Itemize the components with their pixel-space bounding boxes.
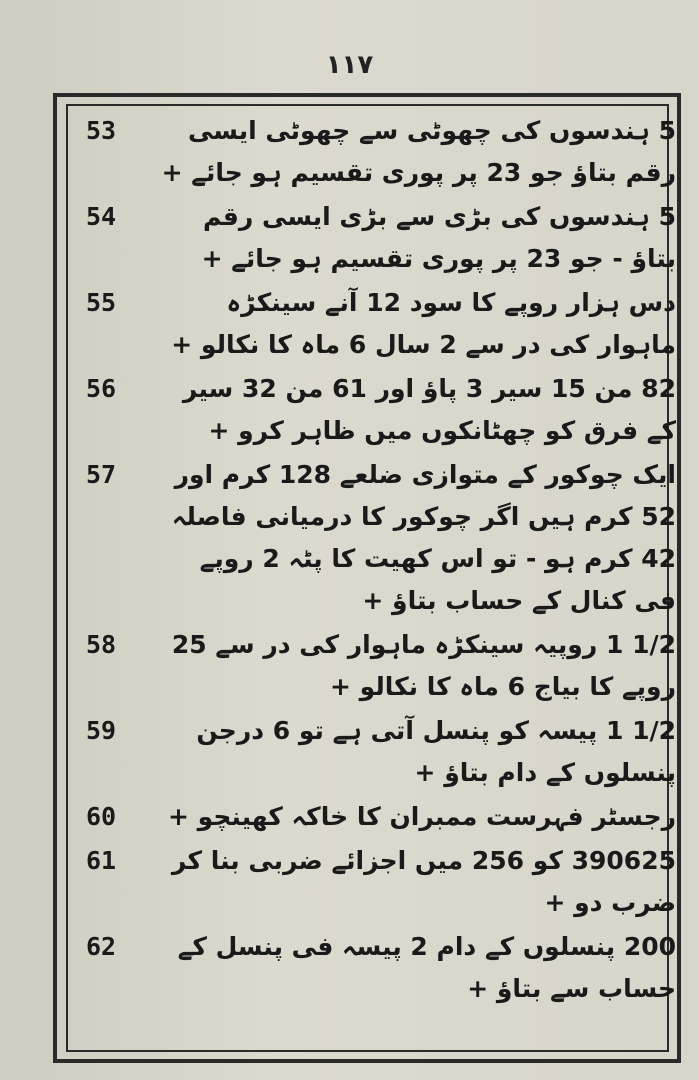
- problem-text: رجسٹر فہرست ممبران کا خاکہ کھینچو +: [168, 802, 676, 831]
- problem-56: [86, 368, 684, 454]
- problem-55: [86, 282, 684, 368]
- problem-number: 56: [86, 374, 117, 403]
- problem-62: [86, 926, 684, 1012]
- problem-53: [86, 110, 684, 196]
- problem-text: 5 ہندسوں کی چھوٹی سے چھوٹی ایسی رقم بتاؤ جو 23 پر پوری تقسیم ہو جائے +: [161, 116, 676, 187]
- problem-number: 54: [86, 202, 117, 231]
- problem-text: ایک چوکور کے متوازی ضلعے 128 کرم اور 52 کرم ہیں اگر چوکور کا درمیانی فاصلہ 42 کرم ہو - تو اس کھیت کا پٹہ 2 روپے فی کنال کے حساب بتاؤ +: [171, 460, 676, 615]
- problem-text: 1/2 1 روپیہ سینکڑہ ماہوار کی در سے 25 روپے کا بیاج 6 ماہ کا نکالو +: [171, 630, 676, 701]
- problem-text: 200 پنسلوں کے دام 2 پیسہ فی پنسل کے حساب سے بتاؤ +: [177, 932, 676, 1003]
- problem-number: 60: [86, 802, 117, 831]
- problem-text: 1/2 1 پیسہ کو پنسل آتی ہے تو 6 درجن پنسلوں کے دام بتاؤ +: [196, 716, 676, 787]
- problem-number: 59: [86, 716, 117, 745]
- problem-text: 390625 کو 256 میں اجزائے ضربی بنا کر ضرب دو +: [171, 846, 676, 917]
- problem-61: [86, 840, 684, 926]
- problem-number: 53: [86, 116, 117, 145]
- problem-text: 82 من 15 سیر 3 پاؤ اور 61 من 32 سیر کے فرق کو چھٹانکوں میں ظاہر کرو +: [182, 374, 676, 445]
- problem-list: [86, 110, 684, 1012]
- problem-number: 58: [86, 630, 117, 659]
- problem-text: دس ہزار روپے کا سود 12 آنے سینکڑہ ماہوار کی در سے 2 سال 6 ماہ کا نکالو +: [171, 288, 676, 359]
- problem-number: 62: [86, 932, 117, 961]
- problem-59: [86, 710, 684, 796]
- problem-number: 57: [86, 460, 117, 489]
- problem-60: [86, 796, 684, 840]
- problem-57: [86, 454, 684, 624]
- problem-text: 5 ہندسوں کی بڑی سے بڑی ایسی رقم بتاؤ - جو 23 پر پوری تقسیم ہو جائے +: [201, 202, 676, 273]
- problem-number: 61: [86, 846, 117, 875]
- problem-number: 55: [86, 288, 117, 317]
- problem-54: [86, 196, 684, 282]
- page-number: ۱۱۷: [325, 50, 374, 80]
- problem-58: [86, 624, 684, 710]
